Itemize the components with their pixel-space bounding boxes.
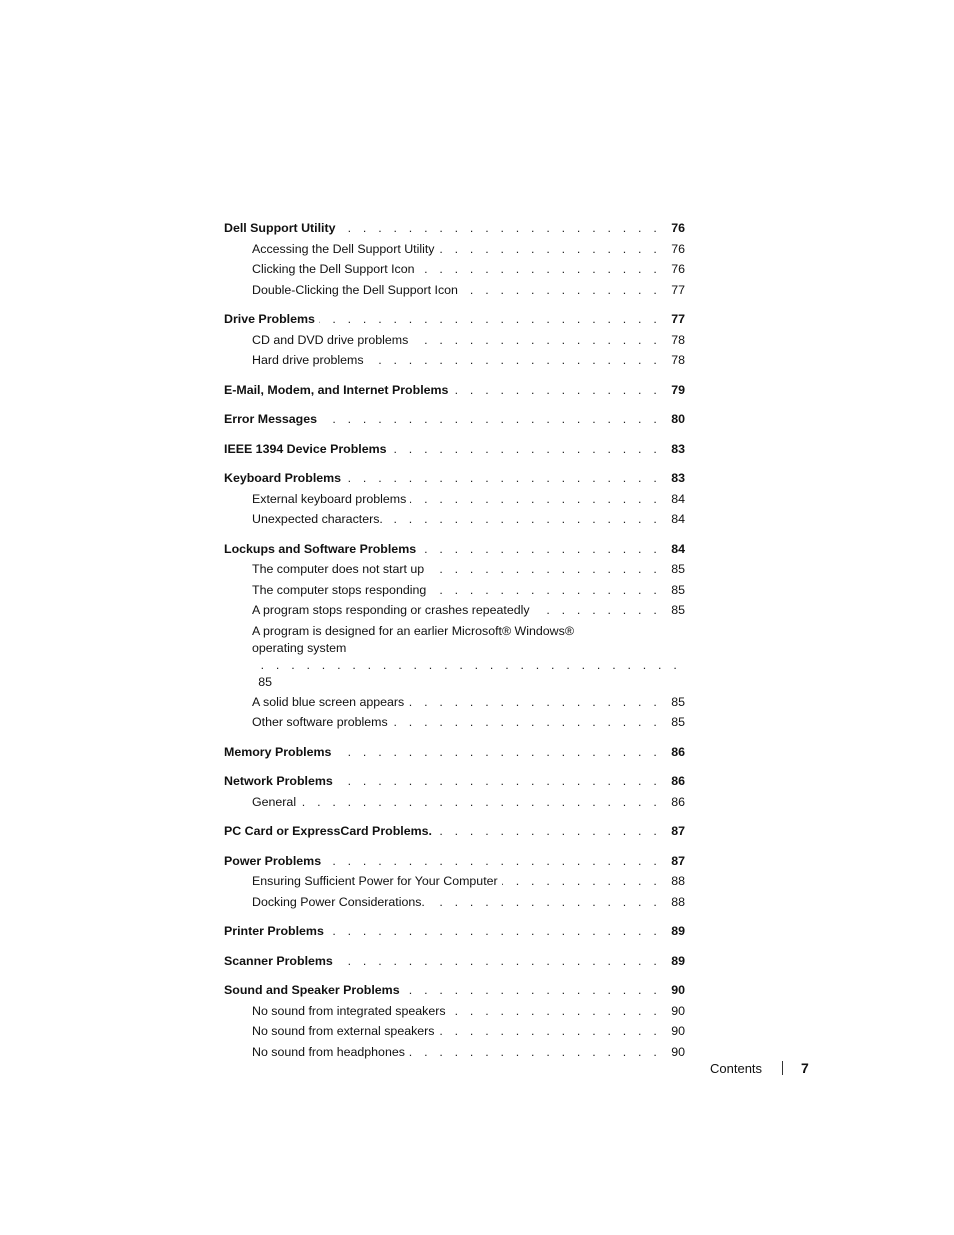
dot-leader: [439, 1021, 661, 1042]
toc-entry-title: Lockups and Software Problems: [224, 541, 417, 556]
toc-entry-title: Network Problems: [224, 774, 333, 788]
toc-subentry-title: A solid blue screen appears: [252, 694, 405, 709]
dot-leader: [335, 742, 661, 763]
toc-entry[interactable]: [224, 539, 685, 560]
toc-entry-page: 87: [671, 853, 685, 868]
toc-subentry-page: 76: [671, 262, 685, 276]
toc-entry-page: 79: [671, 382, 685, 397]
dot-leader: [420, 539, 661, 560]
toc-subentry-title: Unexpected characters.: [252, 512, 383, 526]
dot-leader: [534, 600, 661, 621]
toc-entry-page: 84: [671, 541, 685, 556]
toc-subentry-title: No sound from external speakers: [252, 1024, 435, 1038]
toc-entry-page: 83: [671, 471, 685, 485]
toc-subentry-title: CD and DVD drive problems: [252, 332, 409, 347]
toc-subentry-page: 90: [671, 1024, 685, 1038]
dot-leader: [392, 712, 661, 733]
toc-entry-title: Dell Support Utility: [224, 221, 336, 235]
toc-section: [224, 380, 685, 401]
toc-subentry-title: The computer does not start up: [252, 562, 425, 576]
toc-entry[interactable]: [224, 951, 685, 972]
dot-leader: [439, 239, 662, 260]
dot-leader: [321, 409, 661, 430]
toc-subentry-title: Other software problems: [252, 715, 388, 729]
toc-entry[interactable]: [224, 851, 685, 872]
toc-subentry-page: 85: [671, 694, 685, 709]
toc-subentry[interactable]: [224, 239, 685, 260]
toc-section: [224, 821, 685, 842]
dot-leader: [462, 280, 661, 301]
toc-entry[interactable]: [224, 468, 685, 489]
dot-leader: [436, 821, 661, 842]
toc-subentry[interactable]: [224, 259, 685, 280]
toc-entry[interactable]: [224, 218, 685, 239]
toc-subentry[interactable]: [224, 621, 685, 692]
toc-subentry[interactable]: [224, 1042, 685, 1063]
toc-subentry-title: No sound from integrated speakers: [252, 1003, 446, 1018]
toc-subentry-page: 76: [671, 241, 685, 256]
dot-leader: [345, 468, 661, 489]
toc-subentry[interactable]: [224, 1001, 685, 1022]
dot-leader: [337, 951, 661, 972]
toc-entry-title: Error Messages: [224, 412, 317, 426]
toc-subentry-page: 84: [671, 491, 685, 506]
toc-section: [224, 218, 685, 300]
toc-subentry[interactable]: [224, 330, 685, 351]
dot-leader: [450, 1001, 661, 1022]
toc-subentry[interactable]: [224, 712, 685, 733]
toc-entry-page: 90: [671, 983, 685, 997]
toc-section: [224, 468, 685, 530]
dot-leader: [430, 580, 661, 601]
toc-subentry-page: 90: [671, 1044, 685, 1059]
toc-subentry-title: A program is designed for an earlier Microsoft® Windows®: [252, 623, 574, 638]
toc-entry[interactable]: [224, 771, 685, 792]
toc-entry-page: 77: [671, 312, 685, 326]
toc-section: [224, 539, 685, 733]
toc-subentry[interactable]: [224, 1021, 685, 1042]
dot-leader: [410, 489, 661, 510]
toc-entry[interactable]: [224, 309, 685, 330]
dot-leader: [325, 851, 661, 872]
toc-entry-title: PC Card or ExpressCard Problems.: [224, 824, 432, 838]
toc-subentry-page: 90: [671, 1003, 685, 1018]
toc-subentry[interactable]: [224, 871, 685, 892]
toc-entry[interactable]: [224, 439, 685, 460]
dot-leader: [502, 871, 661, 892]
toc-section: [224, 951, 685, 972]
toc-entry-title: Printer Problems: [224, 924, 324, 938]
toc-entry-page: 76: [671, 221, 685, 235]
toc-subentry-page: 77: [671, 282, 685, 297]
toc-subentry[interactable]: [224, 489, 685, 510]
toc-entry-title: Power Problems: [224, 853, 322, 868]
toc-entry-page: 89: [671, 924, 685, 938]
dot-leader: [300, 792, 661, 813]
toc-entry-title: E-Mail, Modem, and Internet Problems: [224, 382, 449, 397]
dot-leader: [328, 921, 661, 942]
toc-subentry[interactable]: [224, 600, 685, 621]
toc-subentry-page: 85: [671, 562, 685, 576]
toc-section: [224, 771, 685, 812]
toc-section: [224, 980, 685, 1062]
dot-leader: [408, 692, 661, 713]
toc-section: [224, 851, 685, 913]
toc-entry[interactable]: [224, 742, 685, 763]
toc-subentry-title: General: [252, 794, 297, 809]
dot-leader: [428, 559, 661, 580]
page-number: 7: [801, 1060, 809, 1076]
toc-subentry-page: 88: [671, 874, 685, 888]
toc-section: [224, 921, 685, 942]
toc-subentry[interactable]: [224, 580, 685, 601]
toc-subentry[interactable]: [224, 509, 685, 530]
dot-leader: [404, 980, 661, 1001]
toc-entry-page: 87: [671, 824, 685, 838]
toc-subentry-title: Docking Power Considerations.: [252, 894, 425, 909]
toc-entry-title: Sound and Speaker Problems: [224, 983, 400, 997]
dot-leader: [429, 892, 661, 913]
dot-leader: [419, 259, 661, 280]
footer-divider: [782, 1061, 783, 1075]
toc-entry-page: 89: [671, 953, 685, 968]
toc-entry-title: Drive Problems: [224, 312, 315, 326]
toc-subentry-page: 78: [671, 332, 685, 347]
toc-entry-title: Keyboard Problems: [224, 471, 342, 485]
toc-subentry-page: 85: [671, 715, 685, 729]
toc-entry-title: Memory Problems: [224, 744, 332, 759]
toc-subentry-page: 88: [671, 894, 685, 909]
toc-subentry-title: The computer stops responding: [252, 582, 427, 597]
toc-subentry[interactable]: [224, 892, 685, 913]
toc-subentry-page: 85: [671, 603, 685, 617]
toc-subentry-page: 85: [258, 674, 272, 689]
toc-subentry-title: Hard drive problems: [252, 353, 364, 367]
toc-subentry-title: No sound from headphones: [252, 1044, 405, 1059]
toc-subentry-page: 86: [671, 794, 685, 809]
page-footer: [710, 1060, 809, 1076]
dot-leader: [340, 218, 661, 239]
toc-section: [224, 742, 685, 763]
toc-subentry[interactable]: [224, 280, 685, 301]
toc-subentry-title: Ensuring Sufficient Power for Your Computer: [252, 874, 498, 888]
dot-leader: [409, 1042, 661, 1063]
toc-entry[interactable]: [224, 980, 685, 1001]
toc-subentry[interactable]: [224, 792, 685, 813]
toc-entry[interactable]: [224, 921, 685, 942]
toc-subentry-title-continued: operating system: [252, 640, 347, 655]
dot-leader: [391, 439, 661, 460]
footer-section-label: Contents: [710, 1060, 763, 1076]
dot-leader: [412, 330, 661, 351]
toc-entry[interactable]: [224, 821, 685, 842]
dot-leader: [337, 771, 661, 792]
toc-subentry[interactable]: [224, 350, 685, 371]
toc-entry-page: 86: [671, 774, 685, 788]
dot-leader: [256, 657, 681, 674]
toc-entry-title: IEEE 1394 Device Problems: [224, 441, 387, 456]
table-of-contents: [224, 218, 685, 1071]
toc-entry-page: 86: [671, 744, 685, 759]
dot-leader: [452, 380, 661, 401]
toc-subentry-title: Clicking the Dell Support Icon: [252, 262, 415, 276]
toc-subentry-page: 78: [671, 353, 685, 367]
toc-subentry[interactable]: [224, 692, 685, 713]
toc-entry-page: 80: [671, 412, 685, 426]
toc-entry[interactable]: [224, 409, 685, 430]
toc-entry-page: 83: [671, 441, 685, 456]
toc-subentry-title: Accessing the Dell Support Utility: [252, 241, 435, 256]
toc-section: [224, 439, 685, 460]
toc-subentry-title: A program stops responding or crashes repeatedly: [252, 603, 530, 617]
toc-entry[interactable]: [224, 380, 685, 401]
dot-leader: [387, 509, 661, 530]
dot-leader: [368, 350, 661, 371]
toc-subentry[interactable]: [224, 559, 685, 580]
toc-section: [224, 409, 685, 430]
toc-subentry-title: Double-Clicking the Dell Support Icon: [252, 282, 458, 297]
toc-subentry-page: 85: [671, 582, 685, 597]
dot-leader: [319, 309, 661, 330]
toc-entry-title: Scanner Problems: [224, 953, 333, 968]
toc-subentry-page: 84: [671, 512, 685, 526]
toc-section: [224, 309, 685, 371]
toc-subentry-title: External keyboard problems: [252, 491, 407, 506]
